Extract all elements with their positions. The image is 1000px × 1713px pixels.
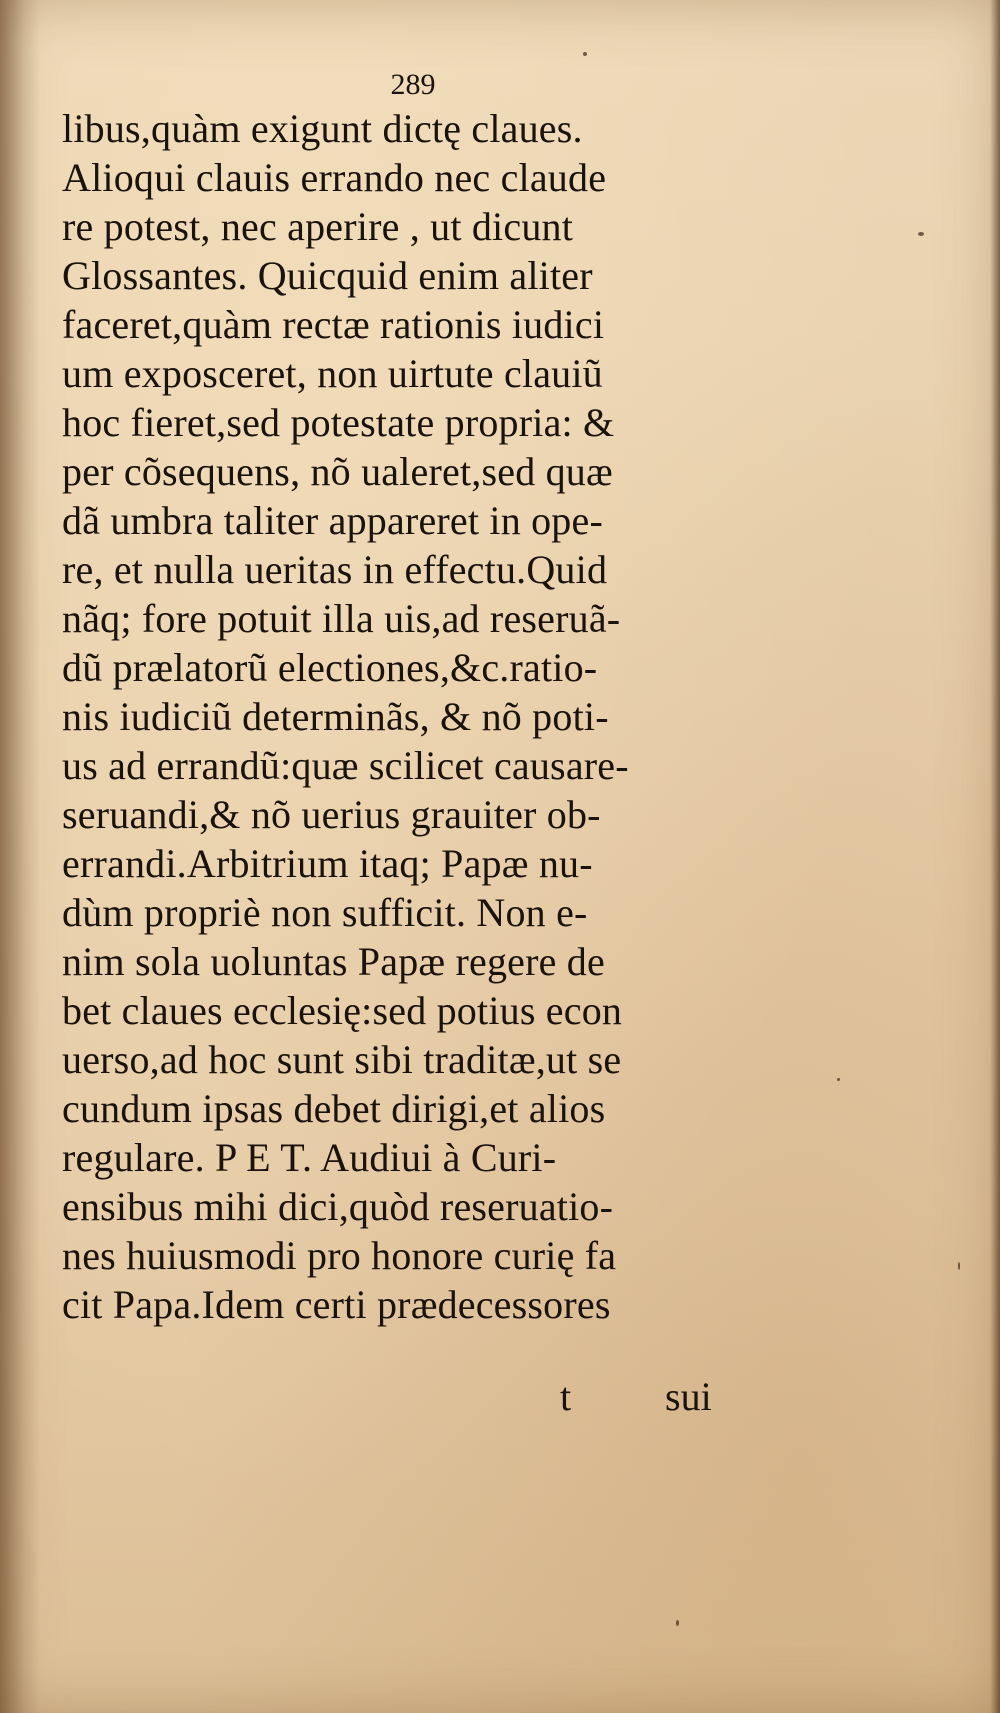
text-line: dũ prælatorũ electiones,&c.ratio- <box>62 645 598 690</box>
text-line: re, et nulla ueritas in effectu.Quid <box>62 547 608 592</box>
text-line: errandi.Arbitrium itaq; Papæ nu- <box>62 841 593 886</box>
text-line: dùm propriè non sufficit. Non e- <box>62 890 588 935</box>
text-line: nis iudiciũ determinãs, & nõ poti- <box>62 694 609 739</box>
ink-speck <box>583 52 587 56</box>
text-line: uerso,ad hoc sunt sibi traditæ,ut se <box>62 1037 622 1082</box>
text-line: re potest, nec aperire , ut dicunt <box>62 204 574 249</box>
text-line: um exposceret, non uirtute clauiũ <box>62 351 603 396</box>
text-line: dã umbra taliter appareret in ope- <box>62 498 603 543</box>
spine-shadow <box>0 0 40 1713</box>
text-line: nim sola uoluntas Papæ regere de <box>62 939 605 984</box>
text-line: Glossantes. Quicquid enim aliter <box>62 253 593 298</box>
ink-speck <box>676 1620 679 1626</box>
ink-speck <box>958 1262 960 1270</box>
page-edge <box>990 0 1000 1713</box>
text-line: faceret,quàm rectæ rationis iudici <box>62 302 605 347</box>
text-line: nãq; fore potuit illa uis,ad reseruã- <box>62 596 621 641</box>
text-line: libus,quàm exigunt dictę claues. <box>62 106 583 151</box>
ink-speck <box>918 232 924 236</box>
text-block <box>62 104 762 1329</box>
text-line: ensibus mihi dici,quòd reseruatio- <box>62 1184 614 1229</box>
text-line: per cõsequens, nõ ualeret,sed quæ <box>62 449 613 494</box>
ink-speck <box>837 1078 840 1081</box>
text-line: Alioqui clauis errando nec claude <box>62 155 607 200</box>
text-line: cit Papa.Idem certi prædecessores <box>62 1282 611 1327</box>
footer-line <box>0 1372 1000 1422</box>
text-line: us ad errandũ:quæ scilicet causare- <box>62 743 629 788</box>
text-line: bet claues ecclesię:sed potius econ <box>62 988 623 1033</box>
text-line: cundum ipsas debet dirigi,et alios <box>62 1086 606 1131</box>
text-line: seruandi,& nõ uerius grauiter ob- <box>62 792 601 837</box>
page-number: 289 <box>390 68 436 101</box>
text-line: hoc fieret,sed potestate propria: & <box>62 400 615 445</box>
catchword: sui <box>665 1374 712 1419</box>
text-line: nes huiusmodi pro honore curię fa <box>62 1233 617 1278</box>
signature-mark: t <box>560 1374 572 1419</box>
text-line: regulare. P E T. Audiui à Curi- <box>62 1135 557 1180</box>
